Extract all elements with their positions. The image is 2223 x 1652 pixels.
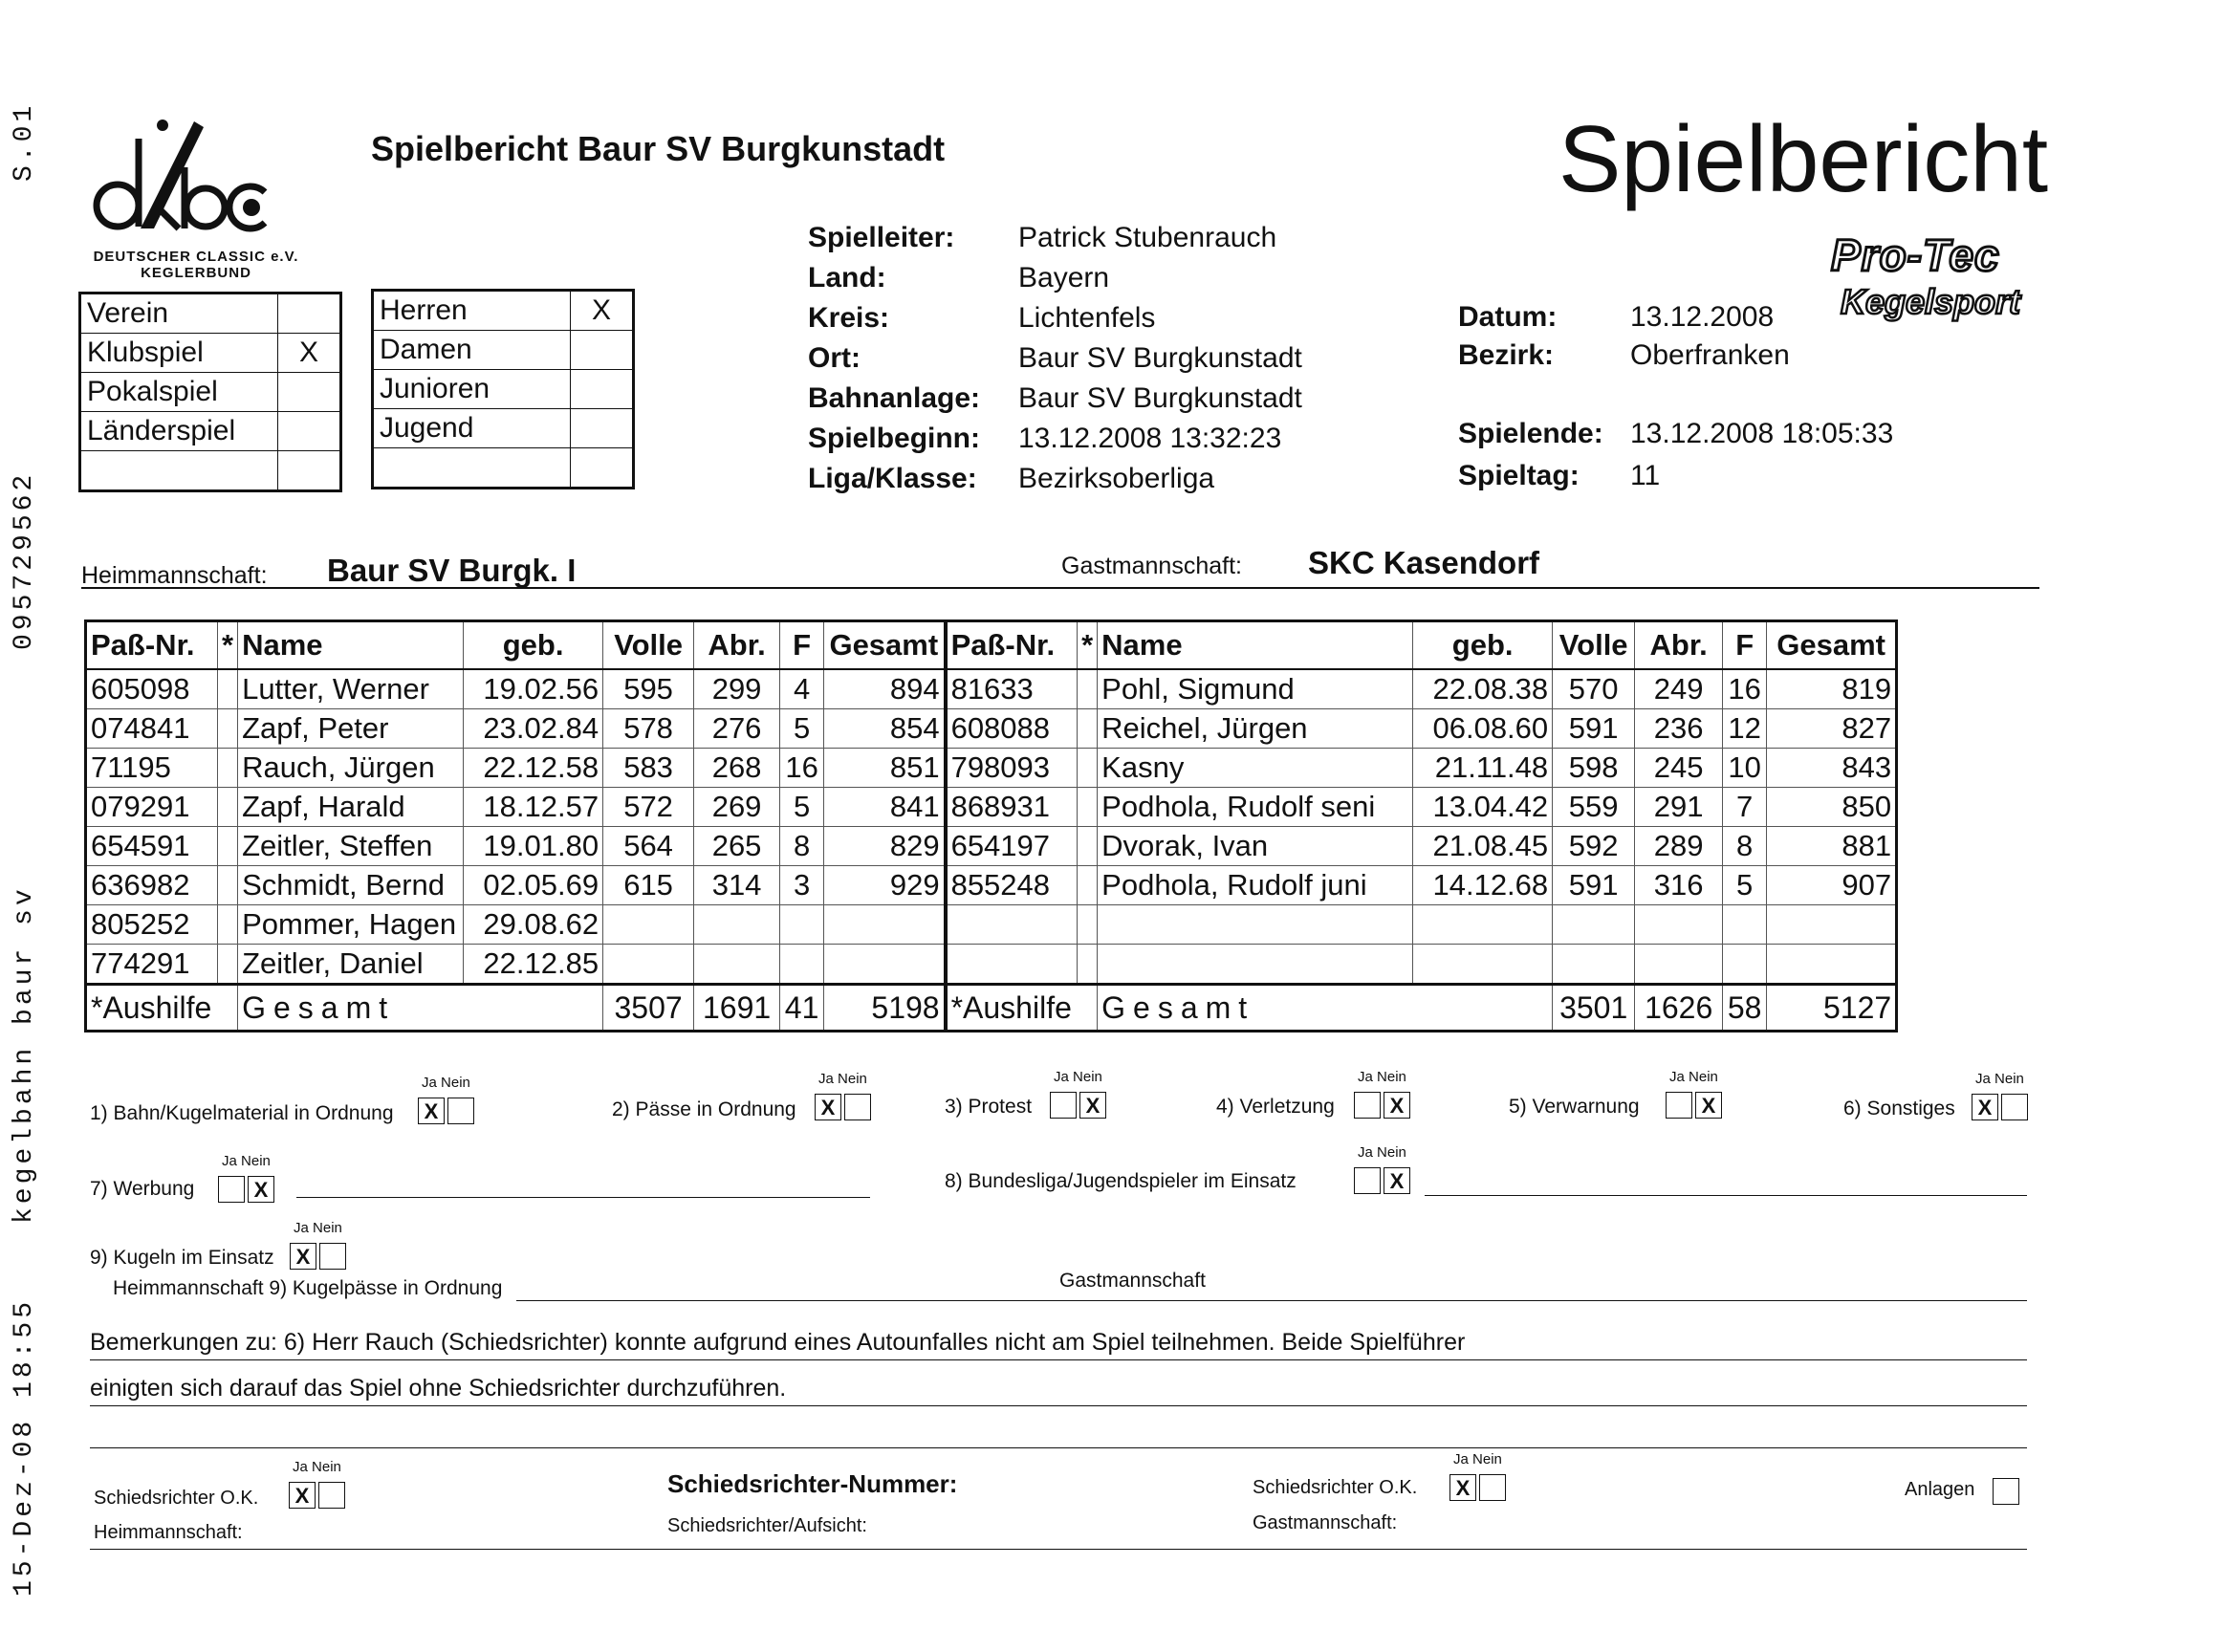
home-name: Schmidt, Bernd [238,866,464,905]
logo-text-2: KEGLERBUND [141,265,251,281]
guest-gesamt [1767,905,1897,945]
guest-geb: 06.08.60 [1413,709,1553,749]
guest-gesamt [1767,945,1897,985]
guest-name: Reichel, Jürgen [1098,709,1413,749]
home-gesamt: 854 [824,709,946,749]
home-abr: 265 [694,827,780,866]
sr-nummer-label: Schiedsrichter-Nummer: [667,1469,958,1498]
meta-left [808,218,1302,499]
ja-nein-header: Ja Nein [222,1153,271,1169]
guest-pass: 81633 [946,669,1078,709]
guest-pass: 608088 [946,709,1078,749]
meta-row [1458,337,1790,375]
meta-label: Datum: [1458,301,1558,333]
game-type-label: Länderspiel [80,412,278,451]
guest-gesamt-label: Gesamt [1098,985,1553,1032]
question-3-nein-checkbox[interactable]: X [1079,1092,1106,1119]
meta-label: Kreis: [808,302,890,334]
guest-abr [1635,905,1723,945]
question-9-nein-checkbox[interactable] [319,1243,346,1270]
home-volle: 578 [603,709,694,749]
guest-team-label: Gastmannschaft: [1061,553,1242,579]
guest-abr [1635,945,1723,985]
question-5-nein-checkbox[interactable]: X [1695,1092,1722,1119]
home-f: 8 [780,827,824,866]
guest-total-volle: 3501 [1553,985,1635,1032]
guest-team-name: SKC Kasendorf [1308,545,1540,580]
guest-f: 8 [1723,827,1767,866]
home-total-abr: 1691 [694,985,780,1032]
header-abr: Abr. [1635,621,1723,670]
sr-ok-guest-label: Schiedsrichter O.K. [1253,1477,1418,1498]
question-6-ja-checkbox[interactable]: X [1972,1094,1998,1120]
big-title: Spielbericht [1558,106,2049,211]
table-row [86,827,1897,866]
header-gesamt: Gesamt [824,621,946,670]
home-volle [603,945,694,985]
guest-pass [946,905,1078,945]
home-pass: 71195 [86,749,218,788]
ja-nein-header: Ja Nein [1453,1451,1502,1467]
home-f: 16 [780,749,824,788]
meta-label: Bahnanlage: [808,382,981,414]
question-7-line [296,1197,870,1198]
meta-label: Ort: [808,342,861,374]
home-pass: 074841 [86,709,218,749]
home-name: Zeitler, Daniel [238,945,464,985]
guest-f [1723,905,1767,945]
question-7-label: 7) Werbung [90,1178,195,1200]
guest-name: Pohl, Sigmund [1098,669,1413,709]
home-team-label: Heimmannschaft: [81,562,268,589]
fax-page: S.01 [10,101,39,182]
kugelpaesse-guest-label: Gastmannschaft [1059,1270,1206,1292]
home-volle: 583 [603,749,694,788]
game-type-checkbox[interactable] [278,451,341,491]
sr-ok-guest-ja-checkbox[interactable]: X [1449,1474,1476,1501]
guest-geb [1413,945,1553,985]
guest-name: Dvorak, Ivan [1098,827,1413,866]
guest-geb: 14.12.68 [1413,866,1553,905]
meta-value: 13.12.2008 18:05:33 [1630,418,1894,449]
home-geb: 22.12.85 [464,945,603,985]
table-row [86,866,1897,905]
guest-pass: 868931 [946,788,1078,827]
question-1-ja-checkbox[interactable]: X [418,1098,445,1124]
brand-protec: Pro-Tec [1831,230,2000,280]
meta-value: Lichtenfels [1018,302,1156,334]
header-name: Name [238,621,464,670]
game-type-checkbox[interactable] [278,373,341,412]
home-abr [694,945,780,985]
meta-row [808,338,1302,379]
header-pass: Paß-Nr. [86,621,218,670]
home-gesamt: 829 [824,827,946,866]
guest-aushilfe: *Aushilfe [946,985,1098,1032]
meta-label: Spieltag: [1458,460,1580,491]
sr-ok-guest-nein-checkbox[interactable] [1479,1474,1506,1501]
question-4-nein-checkbox[interactable]: X [1384,1092,1410,1119]
home-volle: 595 [603,669,694,709]
home-name: Zeitler, Steffen [238,827,464,866]
category-label: Jugend [373,409,571,448]
ja-nein-header: Ja Nein [1669,1069,1718,1085]
signature-line [90,1549,2027,1550]
home-f [780,945,824,985]
meta-value: 11 [1630,460,1661,491]
question-6-nein-checkbox[interactable] [2001,1094,2028,1120]
question-1-label: 1) Bahn/Kugelmaterial in Ordnung [90,1102,394,1124]
meta-row [1458,413,1893,455]
question-4-ja-checkbox[interactable] [1354,1092,1381,1119]
guest-abr: 289 [1635,827,1723,866]
fax-header [0,86,57,1616]
meta-value: Baur SV Burgkunstadt [1018,342,1302,374]
guest-geb: 13.04.42 [1413,788,1553,827]
meta-label: Liga/Klasse: [808,463,977,494]
signature-guest-label: Gastmannschaft: [1253,1512,1398,1533]
question-9-label: 9) Kugeln im Einsatz [90,1247,274,1269]
question-7-ja-checkbox[interactable] [218,1176,245,1203]
guest-abr: 236 [1635,709,1723,749]
game-type-table [78,292,342,492]
meta-label: Land: [808,262,886,293]
header-f: F [780,621,824,670]
dkbc-logo [81,110,311,281]
anlagen-label: Anlagen [1905,1479,1975,1500]
header-geb: geb. [1413,621,1553,670]
home-abr: 268 [694,749,780,788]
header-gesamt: Gesamt [1767,621,1897,670]
ja-nein-header: Ja Nein [293,1459,341,1475]
table-row [86,788,1897,827]
home-volle [603,905,694,945]
home-geb: 18.12.57 [464,788,603,827]
guest-f [1723,945,1767,985]
ja-nein-header: Ja Nein [1358,1069,1406,1085]
guest-total-abr: 1626 [1635,985,1723,1032]
table-row [86,669,1897,709]
home-pass: 079291 [86,788,218,827]
meta-value: Oberfranken [1630,339,1790,371]
guest-name: Kasny [1098,749,1413,788]
home-pass: 636982 [86,866,218,905]
guest-total-gesamt: 5127 [1767,985,1897,1032]
guest-total-f: 58 [1723,985,1767,1032]
guest-geb [1413,905,1553,945]
game-type-checkbox[interactable] [278,293,341,334]
sr-ok-home-nein-checkbox[interactable] [318,1482,345,1509]
guest-gesamt: 827 [1767,709,1897,749]
remarks-line-2: einigten sich darauf das Spiel ohne Schiedsrichter durchzuführen. [90,1375,787,1402]
guest-f: 5 [1723,866,1767,905]
home-gesamt: 929 [824,866,946,905]
question-9-ja-checkbox[interactable]: X [290,1243,316,1270]
kugelpaesse-home-label: Heimmannschaft 9) Kugelpässe in Ordnung [113,1277,503,1299]
home-gesamt: 851 [824,749,946,788]
home-pass: 605098 [86,669,218,709]
meta-row [808,258,1302,298]
guest-volle: 591 [1553,709,1635,749]
guest-geb: 21.08.45 [1413,827,1553,866]
home-name: Rauch, Jürgen [238,749,464,788]
game-type-label: Pokalspiel [80,373,278,412]
home-f: 5 [780,788,824,827]
ja-nein-header: Ja Nein [1975,1071,2024,1087]
question-3-ja-checkbox[interactable] [1050,1092,1077,1119]
question-8-label: 8) Bundesliga/Jugendspieler im Einsatz [945,1170,1297,1192]
header-geb: geb. [464,621,603,670]
home-abr: 299 [694,669,780,709]
home-volle: 572 [603,788,694,827]
meta-row [808,419,1302,459]
home-team-name: Baur SV Burgk. I [327,553,577,588]
dkbc-logo-icon [81,110,311,244]
table-row [86,905,1897,945]
question-2-nein-checkbox[interactable] [844,1094,871,1120]
fax-sender: kegelbahn baur sv [10,885,39,1224]
home-abr: 269 [694,788,780,827]
question-4-label: 4) Verletzung [1216,1096,1335,1118]
guest-f: 7 [1723,788,1767,827]
kugelpaesse-line [516,1300,2027,1301]
guest-pass [946,945,1078,985]
home-abr [694,905,780,945]
meta-value: 13.12.2008 13:32:23 [1018,423,1282,454]
meta-row [1458,298,1790,337]
game-type-checkbox[interactable]: X [278,334,341,373]
home-geb: 29.08.62 [464,905,603,945]
header-abr: Abr. [694,621,780,670]
category-table [371,289,635,489]
home-name: Zapf, Peter [238,709,464,749]
guest-volle: 570 [1553,669,1635,709]
meta-row [808,459,1302,499]
ja-nein-header: Ja Nein [818,1071,867,1087]
question-5-label: 5) Verwarnung [1509,1096,1640,1118]
guest-volle [1553,905,1635,945]
remarks-underline-1 [90,1359,2027,1360]
question-1-nein-checkbox[interactable] [447,1098,474,1124]
guest-abr: 291 [1635,788,1723,827]
sr-aufsicht-label: Schiedsrichter/Aufsicht: [667,1515,867,1536]
home-gesamt [824,905,946,945]
question-3-label: 3) Protest [945,1096,1033,1118]
home-name: Zapf, Harald [238,788,464,827]
report-title: Spielbericht Baur SV Burgkunstadt [371,129,946,168]
header-pass: Paß-Nr. [946,621,1078,670]
guest-geb: 22.08.38 [1413,669,1553,709]
question-8-line [1425,1195,2027,1196]
guest-volle [1553,945,1635,985]
guest-abr: 245 [1635,749,1723,788]
meta-right-bottom [1458,413,1893,497]
meta-value: Patrick Stubenrauch [1018,222,1277,253]
meta-row [808,379,1302,419]
guest-pass: 654197 [946,827,1078,866]
guest-gesamt: 907 [1767,866,1897,905]
guest-name [1098,945,1413,985]
home-f: 3 [780,866,824,905]
game-type-label: Klubspiel [80,334,278,373]
meta-label: Bezirk: [1458,339,1555,371]
meta-value: 13.12.2008 [1630,301,1775,333]
category-checkbox[interactable] [571,448,634,489]
home-total-volle: 3507 [603,985,694,1032]
remarks-line-1: Bemerkungen zu: 6) Herr Rauch (Schiedsrichter) konnte aufgrund eines Autounfalles nicht am Spiel teilnehmen. Beide Spielführer [90,1329,1466,1356]
meta-row [808,218,1302,258]
guest-pass: 798093 [946,749,1078,788]
question-2-label: 2) Pässe in Ordnung [612,1098,796,1120]
game-type-label: Verein [80,293,278,334]
guest-f: 16 [1723,669,1767,709]
signature-home-label: Heimmannschaft: [94,1522,243,1543]
table-row [86,749,1897,788]
category-label [373,448,571,489]
brand-kegelsport: Kegelsport [1841,282,2021,321]
meta-row [808,298,1302,338]
home-abr: 276 [694,709,780,749]
question-2-ja-checkbox[interactable]: X [815,1094,841,1120]
home-geb: 19.01.80 [464,827,603,866]
header-f: F [1723,621,1767,670]
results-table [84,620,1898,1032]
totals-row [86,985,1897,1032]
guest-volle: 592 [1553,827,1635,866]
home-name: Lutter, Werner [238,669,464,709]
header-volle: Volle [603,621,694,670]
meta-value: Baur SV Burgkunstadt [1018,382,1302,414]
home-geb: 22.12.58 [464,749,603,788]
guest-volle: 559 [1553,788,1635,827]
question-7-nein-checkbox[interactable]: X [248,1176,274,1203]
home-gesamt: 841 [824,788,946,827]
guest-f: 12 [1723,709,1767,749]
home-f: 5 [780,709,824,749]
guest-volle: 591 [1553,866,1635,905]
guest-gesamt: 843 [1767,749,1897,788]
category-checkbox[interactable] [571,409,634,448]
sr-ok-home-label: Schiedsrichter O.K. [94,1488,259,1509]
home-geb: 23.02.84 [464,709,603,749]
guest-geb: 21.11.48 [1413,749,1553,788]
guest-volle: 598 [1553,749,1635,788]
guest-pass: 855248 [946,866,1078,905]
sr-ok-home-ja-checkbox[interactable]: X [289,1482,316,1509]
header-name: Name [1098,621,1413,670]
home-gesamt [824,945,946,985]
home-total-f: 41 [780,985,824,1032]
home-pass: 654591 [86,827,218,866]
guest-abr: 316 [1635,866,1723,905]
home-geb: 02.05.69 [464,866,603,905]
fax-timestamp: 15-Dez-08 18:55 [10,1297,39,1597]
guest-gesamt: 819 [1767,669,1897,709]
table-header-row [86,621,1897,670]
header-star: * [1078,621,1098,670]
home-abr: 314 [694,866,780,905]
game-type-label [80,451,278,491]
meta-label: Spielbeginn: [808,423,980,454]
fax-number: 095729562 [10,470,39,650]
home-volle: 615 [603,866,694,905]
home-total-gesamt: 5198 [824,985,946,1032]
question-6-label: 6) Sonstiges [1843,1098,1955,1119]
game-type-checkbox[interactable] [278,412,341,451]
home-gesamt: 894 [824,669,946,709]
category-label: Damen [373,331,571,370]
home-f: 4 [780,669,824,709]
anlagen-checkbox[interactable] [1993,1478,2019,1505]
meta-label: Spielleiter: [808,222,955,253]
home-f [780,905,824,945]
guest-name: Podhola, Rudolf juni [1098,866,1413,905]
home-name: Pommer, Hagen [238,905,464,945]
header-volle: Volle [1553,621,1635,670]
ja-nein-header: Ja Nein [294,1220,342,1236]
guest-name: Podhola, Rudolf seni [1098,788,1413,827]
remarks-underline-2 [90,1405,2027,1406]
ja-nein-header: Ja Nein [1054,1069,1102,1085]
category-checkbox[interactable] [571,331,634,370]
home-volle: 564 [603,827,694,866]
ja-nein-header: Ja Nein [1358,1144,1406,1161]
home-gesamt-label: Gesamt [238,985,603,1032]
home-geb: 19.02.56 [464,669,603,709]
home-pass: 774291 [86,945,218,985]
question-8-ja-checkbox[interactable] [1354,1167,1381,1194]
guest-gesamt: 881 [1767,827,1897,866]
meta-value: Bezirksoberliga [1018,463,1215,494]
logo-text-1: DEUTSCHER CLASSIC e.V. [93,249,299,265]
ja-nein-header: Ja Nein [422,1075,470,1091]
guest-abr: 249 [1635,669,1723,709]
table-row [86,945,1897,985]
question-5-ja-checkbox[interactable] [1666,1092,1692,1119]
header-star: * [218,621,238,670]
remarks-underline-3 [90,1447,2027,1448]
meta-right-top [1458,298,1790,375]
guest-f: 10 [1723,749,1767,788]
category-label: Herren [373,291,571,331]
home-aushilfe: *Aushilfe [86,985,238,1032]
table-row [86,709,1897,749]
meta-value: Bayern [1018,262,1110,293]
question-8-nein-checkbox[interactable]: X [1384,1167,1410,1194]
meta-row [1458,455,1893,497]
meta-label: Spielende: [1458,418,1603,449]
home-pass: 805252 [86,905,218,945]
category-checkbox[interactable]: X [571,291,634,331]
guest-gesamt: 850 [1767,788,1897,827]
guest-name [1098,905,1413,945]
category-checkbox[interactable] [571,370,634,409]
category-label: Junioren [373,370,571,409]
